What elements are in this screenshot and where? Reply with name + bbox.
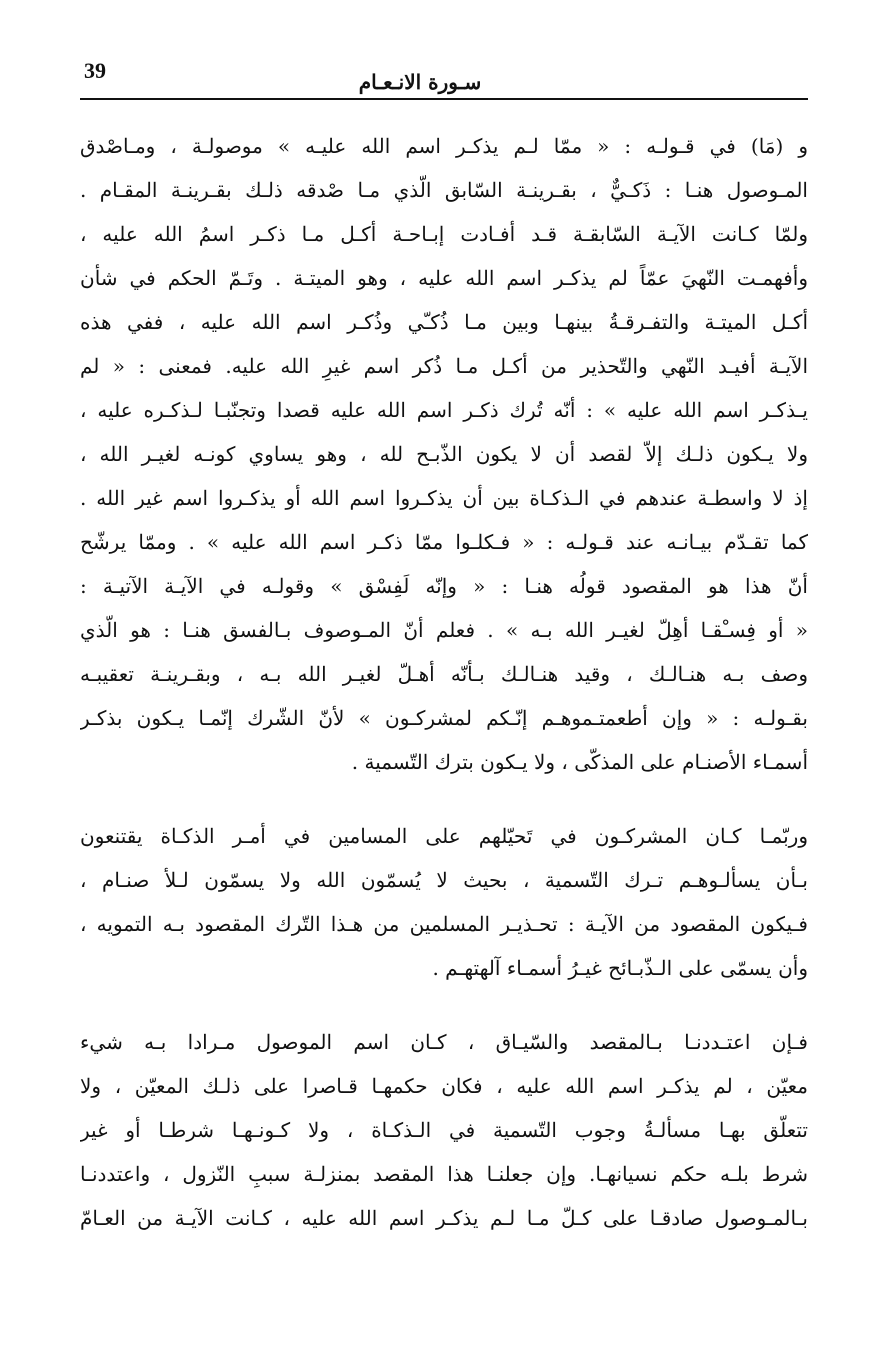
body-text <box>80 124 808 1240</box>
text-line: و (مَا) في قـولـه : « ممّا لـم يذكـر اسم الله عليـه » موصولـة ، ومـاصْدق <box>80 134 808 158</box>
text-line: وأن يسمّى على الـذّبـائح غيـرُ أسمـاء آلهتهـم . <box>432 956 808 980</box>
paragraph-2 <box>80 814 808 990</box>
running-title: سـورة الانـعـام <box>358 70 482 94</box>
paragraph-gap <box>80 990 808 1020</box>
text-line: المـوصول هنـا : ذَكـيٌّ ، بقـرينـة السّابق الّذي مـا صْدقه ذلـك بقـرينـة المقـام . <box>80 178 808 202</box>
text-line: فـإن اعتـددنـا بـالمقصد والسّيـاق ، كـان اسم الموصول مـرادا بـه شيء <box>80 1030 808 1054</box>
paragraph-3 <box>80 1020 808 1240</box>
text-line: يـذكـر اسم الله عليه » : أنّه تُرك ذكـر اسم الله عليه قصدا وتجنّبـا لـذكـره عليه ، <box>80 398 808 422</box>
paragraph-gap <box>80 784 808 814</box>
text-line: ولا يـكون ذلـك إلاّ لقصد أن لا يكون الذّبـح لله ، وهو يساوي كونـه لغيـر الله ، <box>80 442 808 466</box>
text-line: إذ لا واسطـة عندهم في الـذكـاة بين أن يذكـروا اسم الله أو يذكـروا اسم غير الله . <box>80 486 808 510</box>
page-number: 39 <box>84 58 106 83</box>
text-line: أكـل الميتـة والتفـرقـةُ بينهـا وبين مـا ذُكـّي وذُكـر اسم الله عليه ، ففي هذه <box>80 310 808 334</box>
paragraph-1 <box>80 124 808 784</box>
text-line: وربّمـا كـان المشركـون في تَحيّلهم على المسامين في أمـر الذكـاة يقتنعون <box>80 824 808 848</box>
text-line: شرط بلـه حكم نسيانهـا. وإن جعلنـا هذا المقصد بمنزلـة سببِ النّزول ، واعتددنـا <box>80 1162 808 1186</box>
text-line: كما تقـدّم بيـانـه عند قـولـه : « فـكلـوا ممّا ذكـر اسم الله عليه » . وممّا يرشّح <box>80 530 808 554</box>
text-line: وأفهمـت النّهيَ عمّاً لم يذكـر اسم الله عليه ، وهو الميتـة . وتَـمّ الحكم في شأن <box>80 266 808 290</box>
text-line: معيّن ، لم يذكـر اسم الله عليه ، فكان حكمهـا قـاصرا على ذلـك المعيّن ، ولا <box>80 1074 808 1098</box>
text-line: فـيكون المقصود من الآيـة : تحـذيـر المسلمين من هـذا التّرك المقصود بـه التمويه ، <box>80 912 808 936</box>
text-line: ولمّا كـانت الآيـة السّابقـة قـد أفـادت إبـاحـة أكـل مـا ذكـر اسمُ الله عليه ، <box>80 222 808 246</box>
header-rule <box>80 98 808 100</box>
text-line: بقـولـه : « وإن أطعمتـموهـم إنّـكم لمشركـون » لأنّ الشّرك إنّمـا يـكون بذكـر <box>80 706 808 730</box>
text-line: الآيـة أفيـد النّهي والتّحذير من أكـل مـا ذُكر اسم غيرِ الله عليه. فمعنى : « لم <box>80 354 808 378</box>
text-line: « أو فِسـْقـا أهِلّ لغيـر الله بـه » . فعلم أنّ المـوصوف بـالفسق هنـا : هو الّذي <box>80 618 808 642</box>
text-line: بـأن يسألـوهـم تـرك التّسمية ، بحيث لا يُسمّون الله ولا يسمّون لـلأ صنـام ، <box>80 868 808 892</box>
text-line: أنّ هذا هو المقصود قولُه هنـا : « وإنّه لَفِسْق » وقولـه في الآيـة الآتيـة : <box>80 574 808 598</box>
text-line: تتعلّق بهـا مسألـةُ وجوب التّسمية في الـذكـاة ، ولا كـونـهـا شرطـا أو غير <box>80 1118 808 1142</box>
text-line: وصف بـه هنـالـك ، وقيد هنـالـك بـأنّه أهـلّ لغيـر الله بـه ، وبقـرينـة تعقيبـه <box>80 662 808 686</box>
text-line: بـالمـوصول صادقـا على كـلّ مـا لـم يذكـر اسم الله عليه ، كـانت الآيـة من العـامّ <box>80 1206 808 1230</box>
text-line: أسمـاء الأصنـام على المذكّى ، ولا يـكون بترك التّسمية . <box>351 750 808 774</box>
